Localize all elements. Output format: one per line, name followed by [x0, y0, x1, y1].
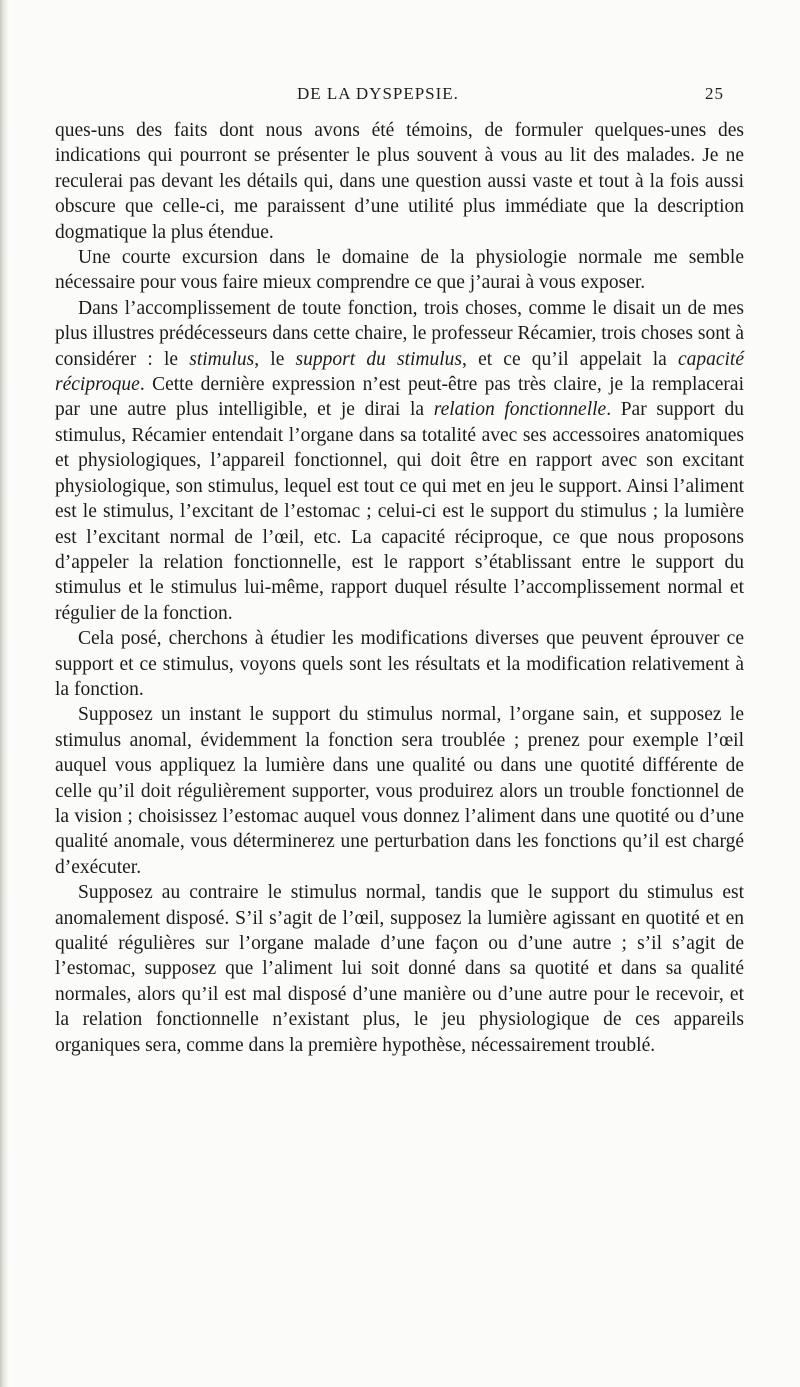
paragraph: [55, 880, 744, 1058]
text-run: ques-uns des faits dont nous avons été témoins, de formuler quelques-unes des indications qui pourront se présenter le plus souvent à vous au lit des malades. Je ne reculerai pas devant les détails qui, dans une question aussi vaste et tout à la fois aussi obscure que celle-ci, me paraissent d’une utilité plus immédiate que la description dogmatique la plus étendue.: [55, 120, 744, 243]
text-run: Une courte excursion dans le domaine de la physiologie normale me semble nécessaire pour vous faire mieux comprendre ce que j’aurai à vous exposer.: [55, 247, 744, 294]
page-binding-edge: [0, 0, 9, 1387]
italic-term: stimulus: [189, 348, 255, 370]
italic-term: relation fonctionnelle: [433, 399, 607, 421]
paragraph: [55, 626, 744, 702]
text-run: . Cette dernière expression n’est peut-être pas très claire, je la remplacerai par une autre plus intelligible, et je dirai la: [55, 374, 744, 421]
text-run: , le: [254, 348, 296, 370]
paragraph: [55, 245, 744, 296]
running-head: [0, 84, 800, 108]
page-number: 25: [705, 84, 724, 103]
italic-term: capacité réciproque: [55, 348, 745, 396]
running-head-title: DE LA DYSPEPSIE.: [297, 84, 459, 103]
text-run: Dans l’accomplissement de toute fonction, trois choses, comme le disait un de mes plus illustres prédécesseurs dans cette chaire, le professeur Récamier, trois choses sont à considérer : le: [55, 297, 744, 370]
italic-term: support du stimulus: [295, 348, 463, 370]
paragraph: [55, 118, 744, 245]
paragraph: [55, 702, 744, 880]
paragraph: [55, 296, 744, 626]
text-run: Supposez au contraire le stimulus normal, tandis que le support du stimulus est anomalement disposé. S’il s’agit de l’œil, supposez la lumière agissant en quotité et en qualité régulières sur l’organe malade d’une façon ou d’une autre ; s’il s’agit de l’estomac, supposez que l’aliment lui soit donné dans sa quotité et dans sa qualité normales, alors qu’il est mal disposé d’une manière ou d’une autre pour le recevoir, et la relation fonctionnelle n’existant plus, le jeu physiologique de ces appareils organiques sera, comme dans la première hypothèse, nécessairement troublé.: [55, 882, 744, 1056]
text-run: Cela posé, cherchons à étudier les modifications diverses que peuvent éprouver ce support et ce stimulus, voyons quels sont les résultats et la modification relativement à la fonction.: [55, 628, 744, 700]
text-run: . Par support du stimulus, Récamier entendait l’organe dans sa totalité avec ses accessoires anatomiques et physiologiques, l’appareil fonctionnel, qui doit être en rapport avec son excitant physiologique, son stimulus, lequel est tout ce qui met en jeu le support. Ainsi l’aliment est le stimulus, l’excitant de l’estomac ; celui-ci est le support du stimulus ; la lumière est l’excitant normal de l’œil, etc. La capacité réciproque, ce que nous proposons d’appeler la relation fonctionnelle, est le rapport s’établissant entre le support du stimulus et le stimulus lui-même, rapport duquel résulte l’accomplissement normal et régulier de la fonction.: [55, 399, 745, 624]
text-run: Supposez un instant le support du stimulus normal, l’organe sain, et supposez le stimulus anomal, évidemment la fonction sera troublée ; prenez pour exemple l’œil auquel vous appliquez la lumière dans une qualité ou dans une quotité différente de celle qu’il doit régulièrement supporter, vous produirez alors un trouble fonctionnel de la vision ; choisissez l’estomac auquel vous donnez l’aliment dans une quotité ou d’une qualité anomale, vous déterminerez une perturbation dans les fonctions qu’il est chargé d’exécuter.: [55, 704, 744, 878]
text-run: , et ce qu’il appelait la: [462, 348, 678, 370]
body-text: [55, 118, 744, 1058]
